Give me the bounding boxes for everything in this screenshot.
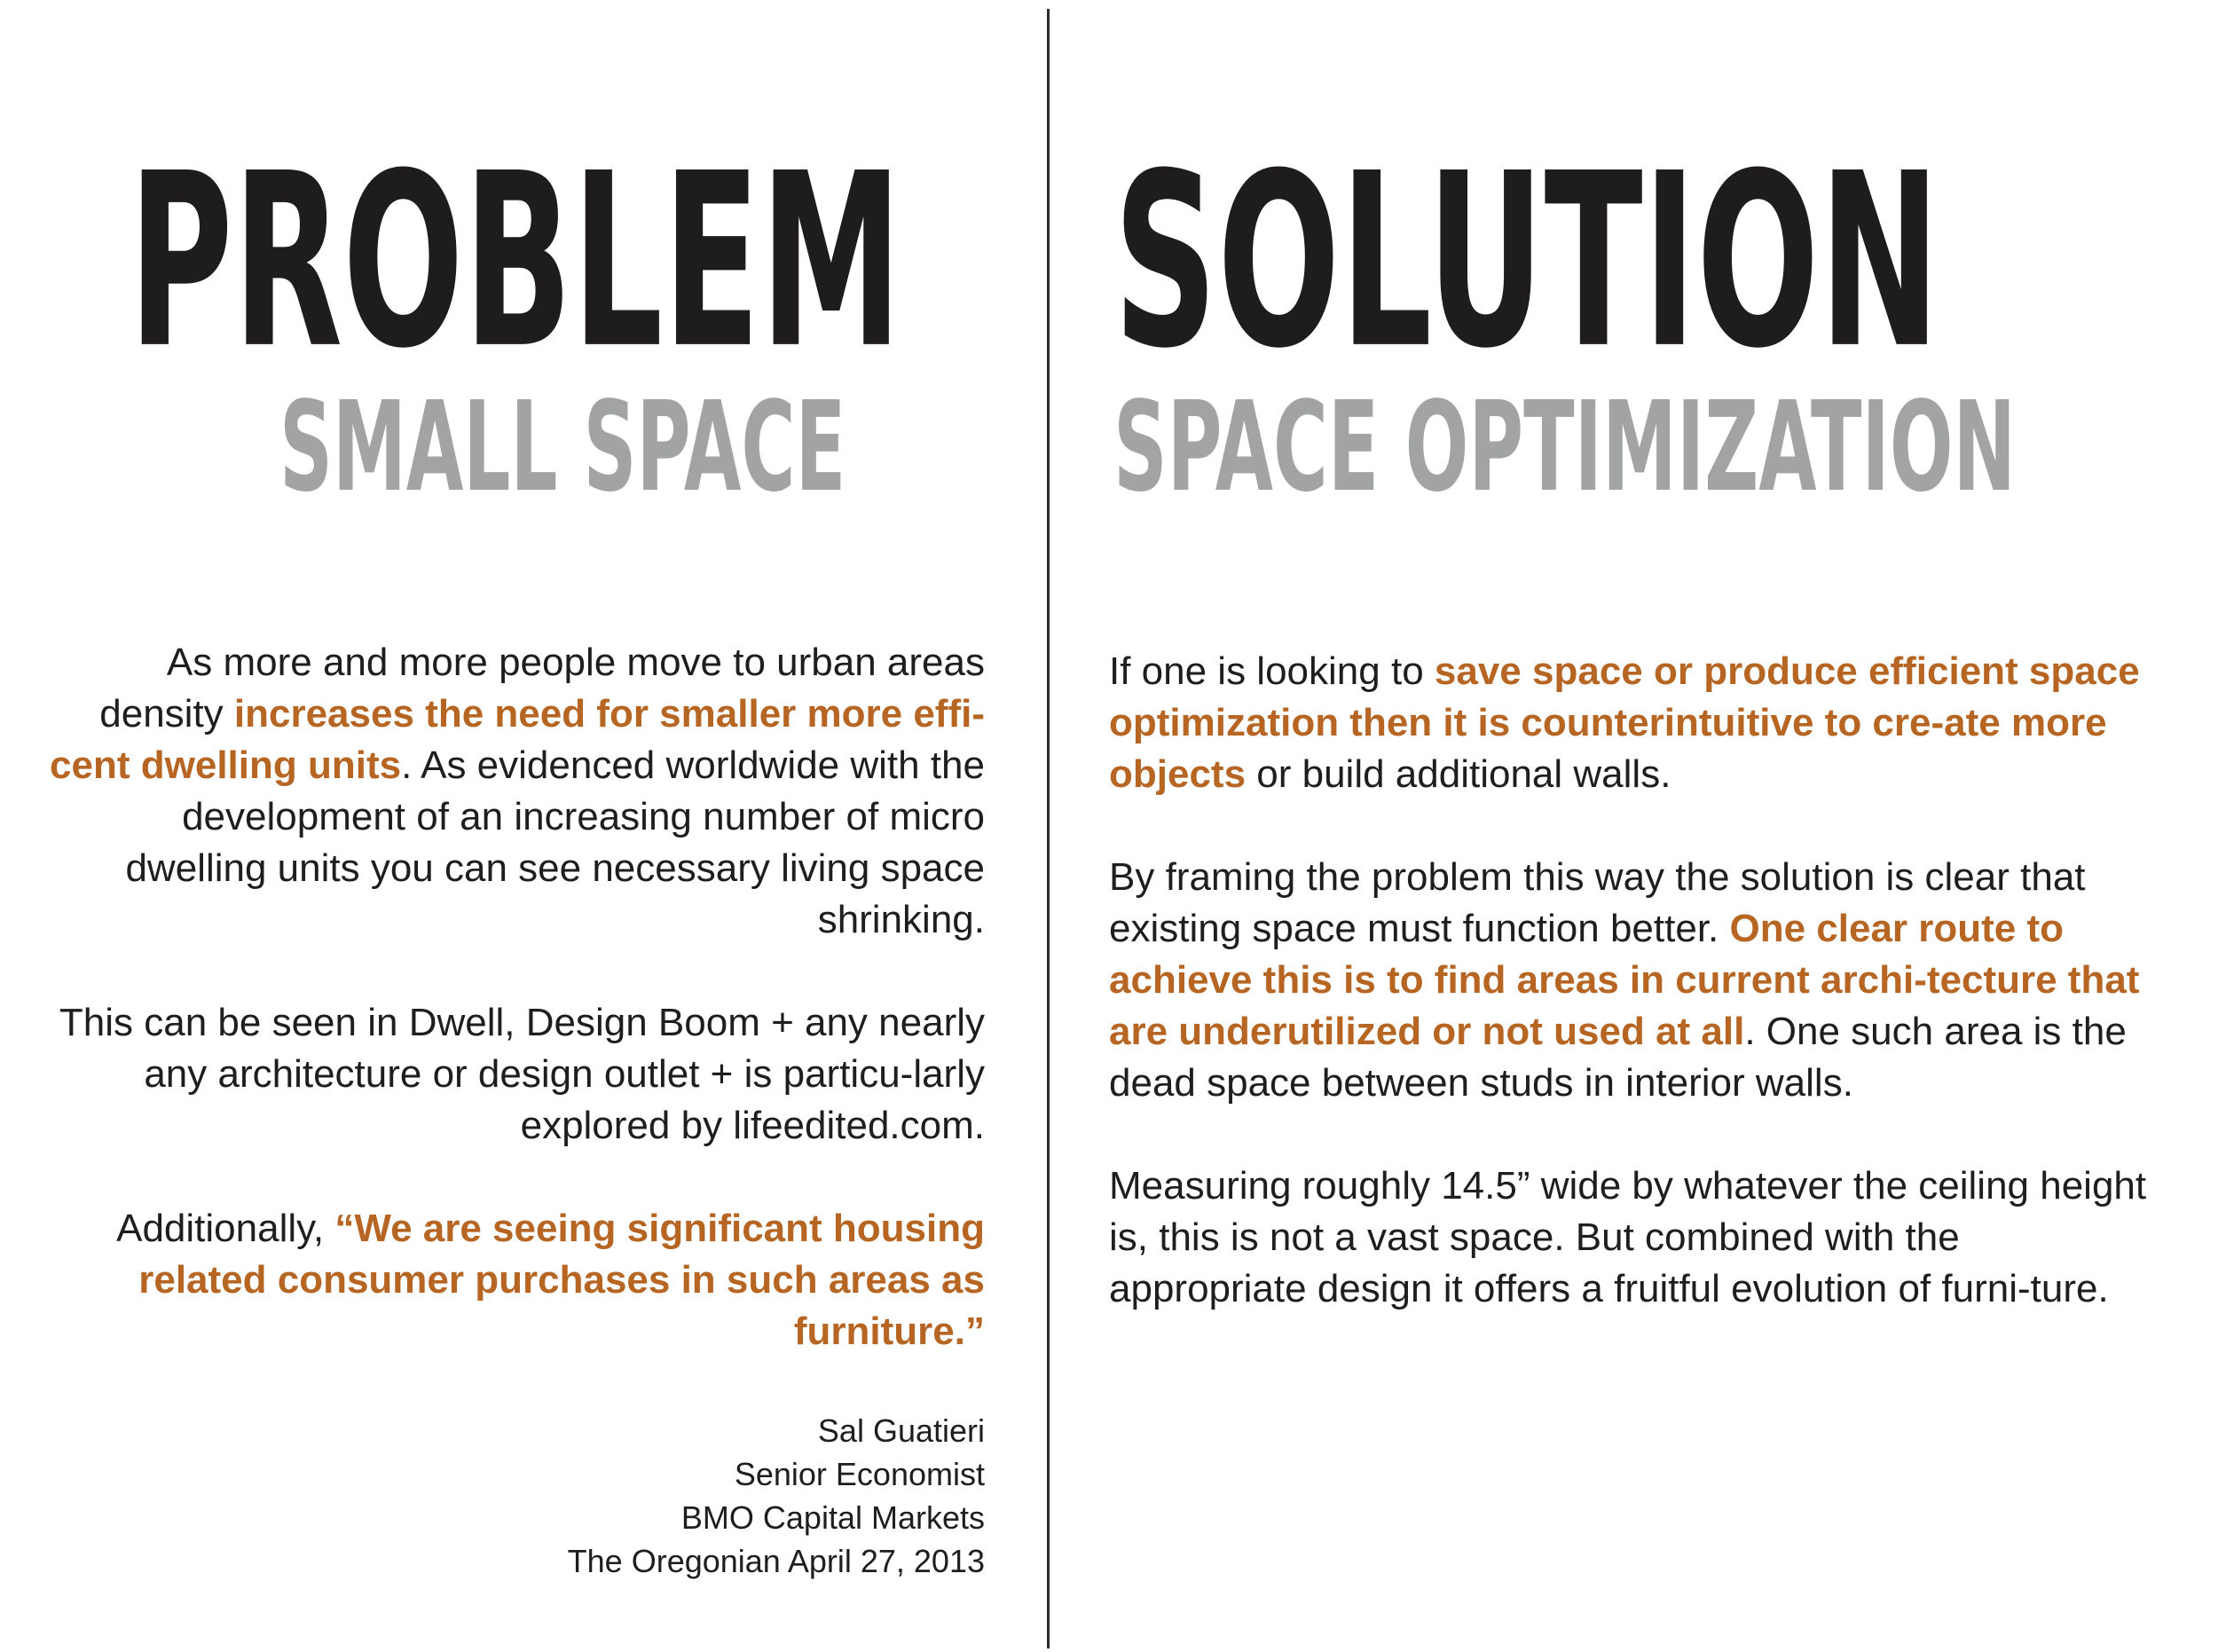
quote-source	[35, 1409, 985, 1583]
solution-body	[1109, 646, 2165, 1366]
body-text: . One such area is the dead space between studs in interior walls.	[1109, 1010, 2127, 1105]
body-text: Measuring roughly 14.5” wide by whatever the ceiling height is, this is not a vast space. But combined with the appropriate design it offers a fruitful evolution of furni-ture.	[1109, 1164, 2147, 1310]
solution-title: SOLUTION	[1113, 122, 1940, 401]
problem-body	[35, 637, 985, 1583]
solution-paragraph	[1109, 1160, 2165, 1315]
solution-paragraph	[1109, 852, 2165, 1109]
problem-paragraphs	[35, 637, 985, 1357]
highlighted-text: One clear route to achieve this is to find areas in current archi-tecture that are underutilized or not used at all	[1109, 907, 2140, 1053]
problem-paragraph	[35, 997, 985, 1152]
body-text: This can be seen in Dwell, Design Boom + any nearly any architecture or design outlet + is particu-larly explored by lifeedited.com.	[59, 1001, 985, 1147]
column-divider	[1047, 9, 1050, 1648]
body-text: or build additional walls.	[1246, 752, 1671, 796]
body-text: If one is looking to	[1109, 649, 1435, 693]
source-line: Senior Economist	[734, 1456, 985, 1492]
solution-subtitle: SPACE OPTIMIZATION	[1113, 375, 2017, 520]
problem-paragraph	[35, 1203, 985, 1357]
problem-title: PROBLEM	[129, 122, 902, 401]
body-text: . As evidenced worldwide with the development of an increasing number of micro dwelling units you can see necessary living space shrinking.	[125, 743, 985, 941]
problem-paragraph	[35, 637, 985, 946]
body-text: By framing the problem this way the solution is clear that existing space must function better.	[1109, 855, 2086, 950]
solution-paragraph	[1109, 646, 2165, 800]
body-text: Additionally,	[116, 1207, 335, 1250]
problem-subtitle: SMALL SPACE	[279, 375, 846, 520]
highlighted-text: increases the need for smaller more effi-cent dwelling units	[50, 692, 985, 787]
source-line: BMO Capital Markets	[680, 1499, 985, 1536]
solution-paragraphs	[1109, 646, 2165, 1315]
highlighted-text: save space or produce efficient space optimization then it is counterintuitive to cre-ate more objects	[1109, 649, 2140, 796]
body-text: As more and more people move to urban areas density	[99, 641, 985, 736]
highlighted-text: “We are seeing significant housing related consumer purchases in such areas as furniture.”	[138, 1207, 985, 1353]
source-line: Sal Guatieri	[817, 1412, 985, 1449]
source-line: The Oregonian April 27, 2013	[567, 1543, 985, 1579]
